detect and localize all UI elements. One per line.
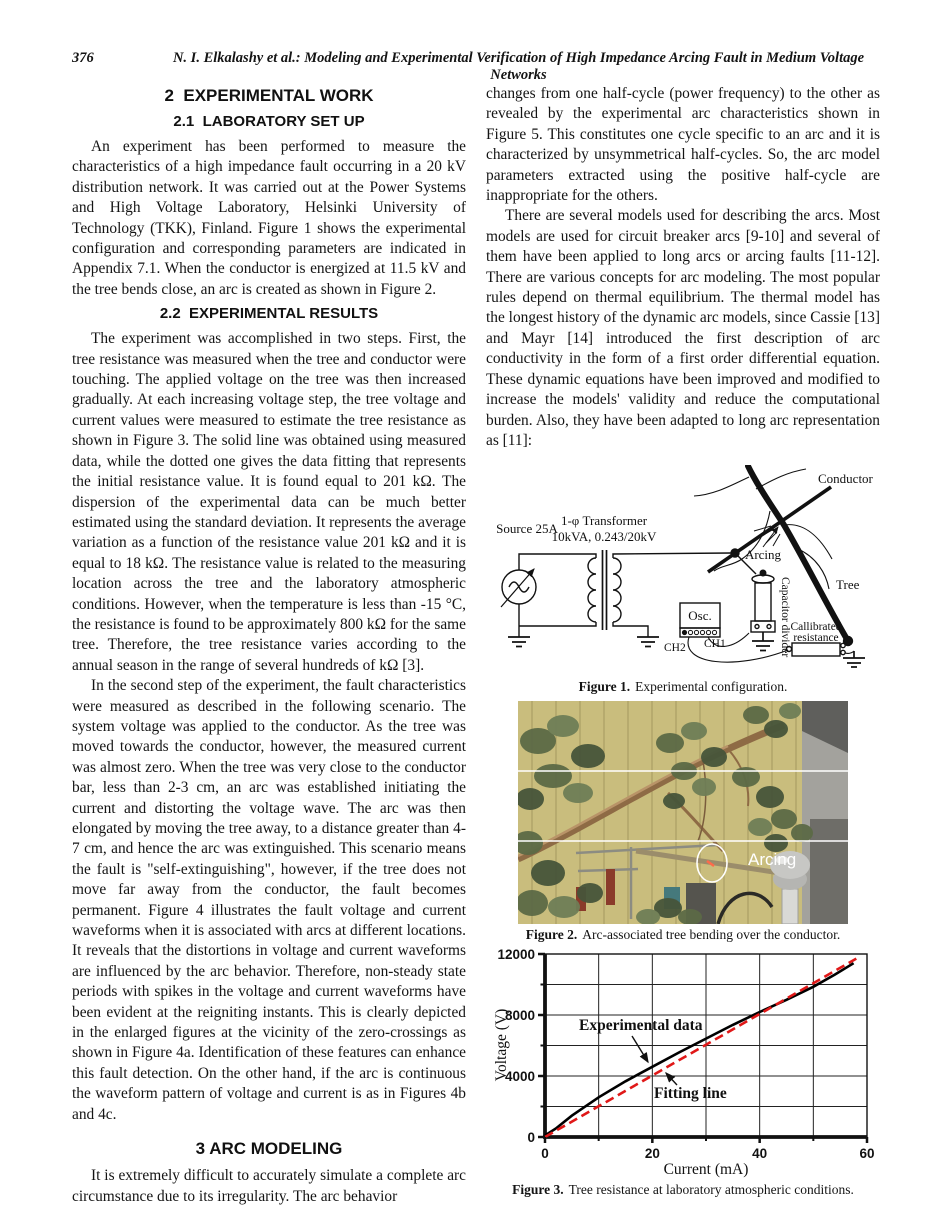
oscilloscope-label: Osc.	[688, 608, 712, 624]
svg-text:20: 20	[644, 1146, 660, 1162]
tree-label: Tree	[836, 577, 860, 593]
figure2-caption	[486, 927, 880, 943]
paragraph-halfcycle: changes from one half-cycle (power frequency) to the other as revealed by the experimental arc characteristics shown in Figure 5. This constitutes one cycle specific to an arc and it is characterized by unsymmetrical half-cycles. So, the arc model parameters extracted using the positive half-cycle are inappropriate for the others.	[486, 85, 880, 205]
figure2-photo	[518, 701, 848, 924]
section-heading-experimental-work: 2 EXPERIMENTAL WORK	[164, 86, 374, 105]
photo-arcing-label: Arcing	[748, 850, 797, 870]
page-number: 376	[72, 50, 94, 66]
conductor-label: Conductor	[818, 471, 873, 487]
svg-text:40: 40	[752, 1146, 768, 1162]
figure3-caption-label: Figure 3.	[512, 1182, 564, 1198]
source-label: Source 25A	[496, 521, 558, 537]
running-title: N. I. Elkalashy et al.: Modeling and Experimental Verification of High Impedance Arcing Fault in Medium Voltage Networks	[172, 50, 865, 83]
capacitor-divider-label: Capacitor divider	[779, 577, 791, 658]
calibrated-resistance-label-line1: Callibrated	[790, 621, 842, 634]
transformer-primary-coil	[588, 558, 596, 622]
y-axis-title: Voltage (V)	[493, 1009, 510, 1082]
capacitor-divider-icon	[751, 571, 775, 633]
figure3-caption-text: Tree resistance at laboratory atmospheric conditions.	[568, 1182, 854, 1198]
ch2-label: CH2	[664, 642, 686, 655]
subsection-heading-laboratory-setup: 2.1 LABORATORY SET UP	[173, 113, 365, 130]
ch1-label: CH1	[704, 638, 726, 651]
figure1-diagram	[486, 465, 880, 671]
figure3-chart	[492, 947, 882, 1179]
section-heading-arc-modeling: 3 ARC MODELING	[195, 1139, 343, 1159]
subsection-heading-experimental-results: 2.2 EXPERIMENTAL RESULTS	[159, 305, 379, 323]
series-fitting-line	[545, 959, 856, 1137]
figure2-caption-label: Figure 2.	[525, 927, 578, 943]
chart-series	[545, 959, 856, 1137]
left-column	[72, 84, 466, 1207]
paragraph-arc-models: There are several models used for describing the arcs. Most models are used for circuit breaker arcs [9-10] and several of them have been applied to long arcs or arcing faults [11-12]. There are various concepts for arc modeling. The most popular rules depend on thermal equilibrium. The thermal model has the longest history of the dynamic arc models, since Cassie [13] and Mayr [14] introduced the first description of arc conductivity in the form of a first order differential equation. These dynamic equations have been improved and modified to increase the models' validity and reduce the computational burden. Also, they have been adapted to long arc representation as [11]:	[486, 207, 880, 449]
figure1-caption	[486, 679, 880, 695]
svg-text:0: 0	[527, 1130, 535, 1146]
svg-text:0: 0	[541, 1146, 549, 1162]
calibrated-resistance-label-line2: resistance	[793, 632, 839, 645]
experimental-data-annotation: Experimental data	[579, 1017, 703, 1035]
transformer-secondary-coil	[613, 558, 621, 622]
series-experimental-data	[545, 964, 854, 1136]
paragraph-arc-modeling-intro: It is extremely difficult to accurately simulate a complete arc circumstance due to its irregularity. The arc behavior	[72, 1167, 466, 1205]
figure1-caption-text: Experimental configuration.	[635, 679, 788, 695]
x-axis-title: Current (mA)	[663, 1161, 749, 1179]
figure3-caption	[486, 1182, 880, 1198]
arcing-label: Arcing	[744, 547, 782, 563]
figure2-block	[486, 701, 880, 943]
transformer-label-line1: 1-φ Transformer	[560, 513, 648, 529]
svg-text:12000: 12000	[497, 947, 535, 963]
page-header	[72, 50, 880, 84]
figure1-caption-label: Figure 1.	[578, 679, 631, 695]
figure1-block	[486, 465, 880, 695]
figure2-caption-text: Arc-associated tree bending over the conductor.	[582, 927, 841, 943]
paragraph-results-step1: The experiment was accomplished in two steps. First, the tree resistance was measured when the tree and conductor were touching. The applied voltage on the tree was then increased gradually. At each increasing voltage step, the tree voltage and current values were measured to estimate the tree resistance as shown in Figure 3. The solid line was obtained using measured data, while the dotted one gives the data fitting that represents the initial resistance value. It is found equal to 201 kΩ. The dispersion of the experimental data can be much better estimated using the standard deviation. It represents the average variation as a function of the resistance value 201 kΩ and it is equal to 18 kΩ. The resistance value is related to the measuring location across the tree and the laboratory atmospheric conditions. However, when the temperature is less than -15 °C, the resistance is found to be approximately 800 kΩ for the same tree. Therefore, the tree resistance varies according to the annual season in the range of several hundreds of kΩ [3].	[72, 330, 466, 674]
svg-text:8000: 8000	[504, 1008, 535, 1024]
fitting-line-annotation: Fitting line	[654, 1085, 727, 1103]
svg-text:4000: 4000	[504, 1069, 535, 1085]
right-column	[486, 84, 880, 1198]
calibrated-resistance-icon	[787, 642, 855, 656]
paragraph-lab-setup: An experiment has been performed to measure the characteristics of a high impedance fault occurring in a 20 kV distribution network. It was carried out at the Power Systems and High Voltage Laboratory, Helsinki University of Technology (TKK), Finland. Figure 1 shows the experimental configuration and corresponding parameters are indicated in Appendix 7.1. When the conductor is energized at 11.5 kV and the tree bends close, an arc is created as shown in Figure 2.	[72, 138, 466, 298]
transformer-label-line2: 10kVA, 0.243/20kV	[551, 529, 657, 545]
figure3-block	[486, 947, 880, 1198]
svg-text:60: 60	[859, 1146, 875, 1162]
paragraph-results-step2: In the second step of the experiment, the fault characteristics were measured as described in the following scenario. The system voltage was applied to the conductor. As the tree was moved towards the conductor, however, the measured current was almost zero. When the tree was very close to the conductor bar, less than 2-3 cm, an arc was established initiating the current and distorting the voltage wave. The arc was then elongated by moving the tree away, to a distance greater than 4-7 cm, and hence the arc was extinguished. This scenario means the fault is "self-extinguishing", however, if the tree does not move far away from the conductor, the fault becomes permanent. Figure 4 illustrates the fault voltage and current waveforms when it is associated with arcs at different locations. It reveals that the distortions in voltage and current waveforms are influenced by the arc behavior. Therefore, non-steady state periods with spikes in the voltage and current waveforms have been evident at the reigniting instants. This is clearly depicted in the enlarged figures at the vicinity of the zero-crossings as shown in Figure 4a. Identification of these features can enhance this fault detection. On the other hand, if the arc is continuous the waveform pattern of voltage and current is as in Figures 4b and 4c.	[72, 677, 466, 1123]
